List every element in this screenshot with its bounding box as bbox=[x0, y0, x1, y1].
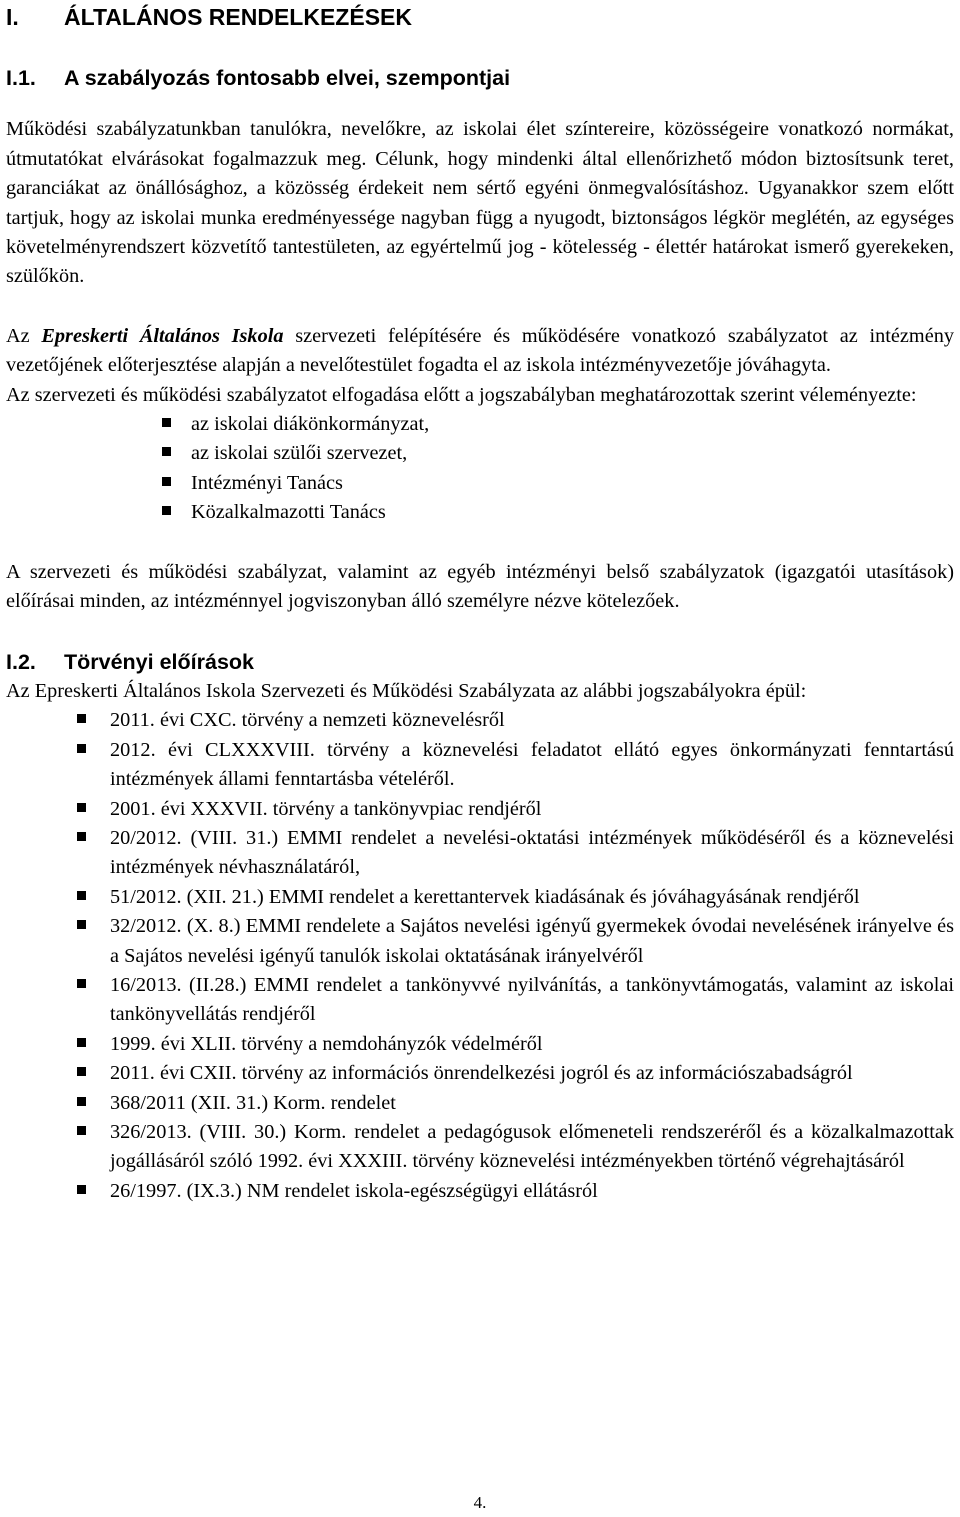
list-item: az iskolai diákönkormányzat, bbox=[6, 410, 954, 439]
subsection-heading-1 bbox=[6, 64, 954, 93]
list-item: 16/2013. (II.28.) EMMI rendelet a tankönyvvé nyilvánítás, a tankönyvtámogatás, valamint az iskolai tankönyvellátás rendjéről bbox=[6, 971, 954, 1030]
opinion-paragraph: Az szervezeti és működési szabályzatot elfogadása előtt a jogszabályban meghatározottak szerint véleményezte: bbox=[6, 383, 917, 406]
section-heading bbox=[6, 2, 954, 32]
list-item: 326/2013. (VIII. 30.) Korm. rendelet a pedagógusok előmeneteli rendszeréről és a közalkalmazottak jogállásáról szóló 1992. évi XXXIII. törvény köznevelési intézményekben történő végrehajtásáról bbox=[6, 1118, 954, 1177]
list-item: 2012. évi CLXXXVIII. törvény a köznevelési feladatot ellátó egyes önkormányzati fenntartású intézmények állami fenntartásba vételéről. bbox=[6, 736, 954, 795]
subsection-title: A szabályozás fontosabb elvei, szempontjai bbox=[64, 66, 511, 90]
subsection-number: I.1. bbox=[6, 66, 36, 90]
opinion-list bbox=[6, 410, 954, 528]
list-item: 2001. évi XXXVII. törvény a tankönyvpiac rendjéről bbox=[6, 795, 954, 824]
list-item: Közalkalmazotti Tanács bbox=[6, 498, 954, 527]
list-item: Intézményi Tanács bbox=[6, 469, 954, 498]
list-item: 20/2012. (VIII. 31.) EMMI rendelet a nevelési-oktatási intézmények működéséről és a köznevelési intézmények névhasználatáról, bbox=[6, 824, 954, 883]
subsection-heading-2 bbox=[6, 648, 954, 677]
subsection-number: I.2. bbox=[6, 649, 36, 674]
list-item: 368/2011 (XII. 31.) Korm. rendelet bbox=[6, 1089, 954, 1118]
document-page bbox=[6, 0, 954, 1206]
laws-list bbox=[6, 706, 954, 1206]
list-item: 32/2012. (X. 8.) EMMI rendelete a Sajátos nevelési igényű gyermekek óvodai nevelésének irányelve és a Sajátos nevelési igényű tanulók iskolai oktatásának irányelvéről bbox=[6, 912, 954, 971]
section-title: ÁLTALÁNOS RENDELKEZÉSEK bbox=[64, 4, 412, 30]
approval-text-after: szervezeti felépítésére és működésére vonatkozó szabályzatot az intézmény vezetőjének előterjesztése alapján a nevelőtestület fogadta el az iskola intézményvezetője jóváhagyta. bbox=[6, 324, 954, 377]
list-item: 2011. évi CXC. törvény a nemzeti köznevelésről bbox=[6, 706, 954, 735]
binding-paragraph: A szervezeti és működési szabályzat, valamint az egyéb intézményi belső szabályzatok (igazgatói utasítások) előírásai minden, az intézménnyel jogviszonyban álló személyre nézve kötelezőek. bbox=[6, 560, 954, 613]
intro-paragraph: Működési szabályzatunkban tanulókra, nevelőkre, az iskolai élet színtereire, közösségeire vonatkozó normákat, útmutatókat elvárásokat fogalmazzuk meg. Célunk, hogy mindenki által ellenőrizhető módon biztosítsunk teret, garanciákat az önállósághoz, a közösség érdekeit nem sértő egyéni önmegvalósításhoz. Ugyanakkor szem előtt tartjuk, hogy az iskolai munka eredményessége nagyban függ a nyugodt, biztonságos légkör meglétén, az egységes követelményrendszert közvetítő tantestületen, az egyértelmű jog - kötelesség - élettér határokat ismerő gyerekeken, szülőkön. bbox=[6, 118, 954, 288]
section-number: I. bbox=[6, 4, 19, 30]
list-item: az iskolai szülői szervezet, bbox=[6, 439, 954, 468]
list-item: 2011. évi CXII. törvény az információs önrendelkezési jogról és az információszabadságról bbox=[6, 1059, 954, 1088]
list-item: 51/2012. (XII. 21.) EMMI rendelet a kerettantervek kiadásának és jóváhagyásának rendjéről bbox=[6, 883, 954, 912]
laws-intro-paragraph: Az Epreskerti Általános Iskola Szervezeti és Működési Szabályzata az alábbi jogszabályokra épül: bbox=[6, 679, 807, 702]
school-name: Epreskerti Általános Iskola bbox=[41, 324, 284, 347]
approval-paragraph bbox=[6, 322, 954, 381]
page-number: 4. bbox=[473, 1493, 487, 1512]
list-item: 26/1997. (IX.3.) NM rendelet iskola-egészségügyi ellátásról bbox=[6, 1177, 954, 1206]
approval-text-before: Az bbox=[6, 324, 42, 347]
subsection-title: Törvényi előírások bbox=[64, 649, 254, 674]
list-item: 1999. évi XLII. törvény a nemdohányzók védelméről bbox=[6, 1030, 954, 1059]
